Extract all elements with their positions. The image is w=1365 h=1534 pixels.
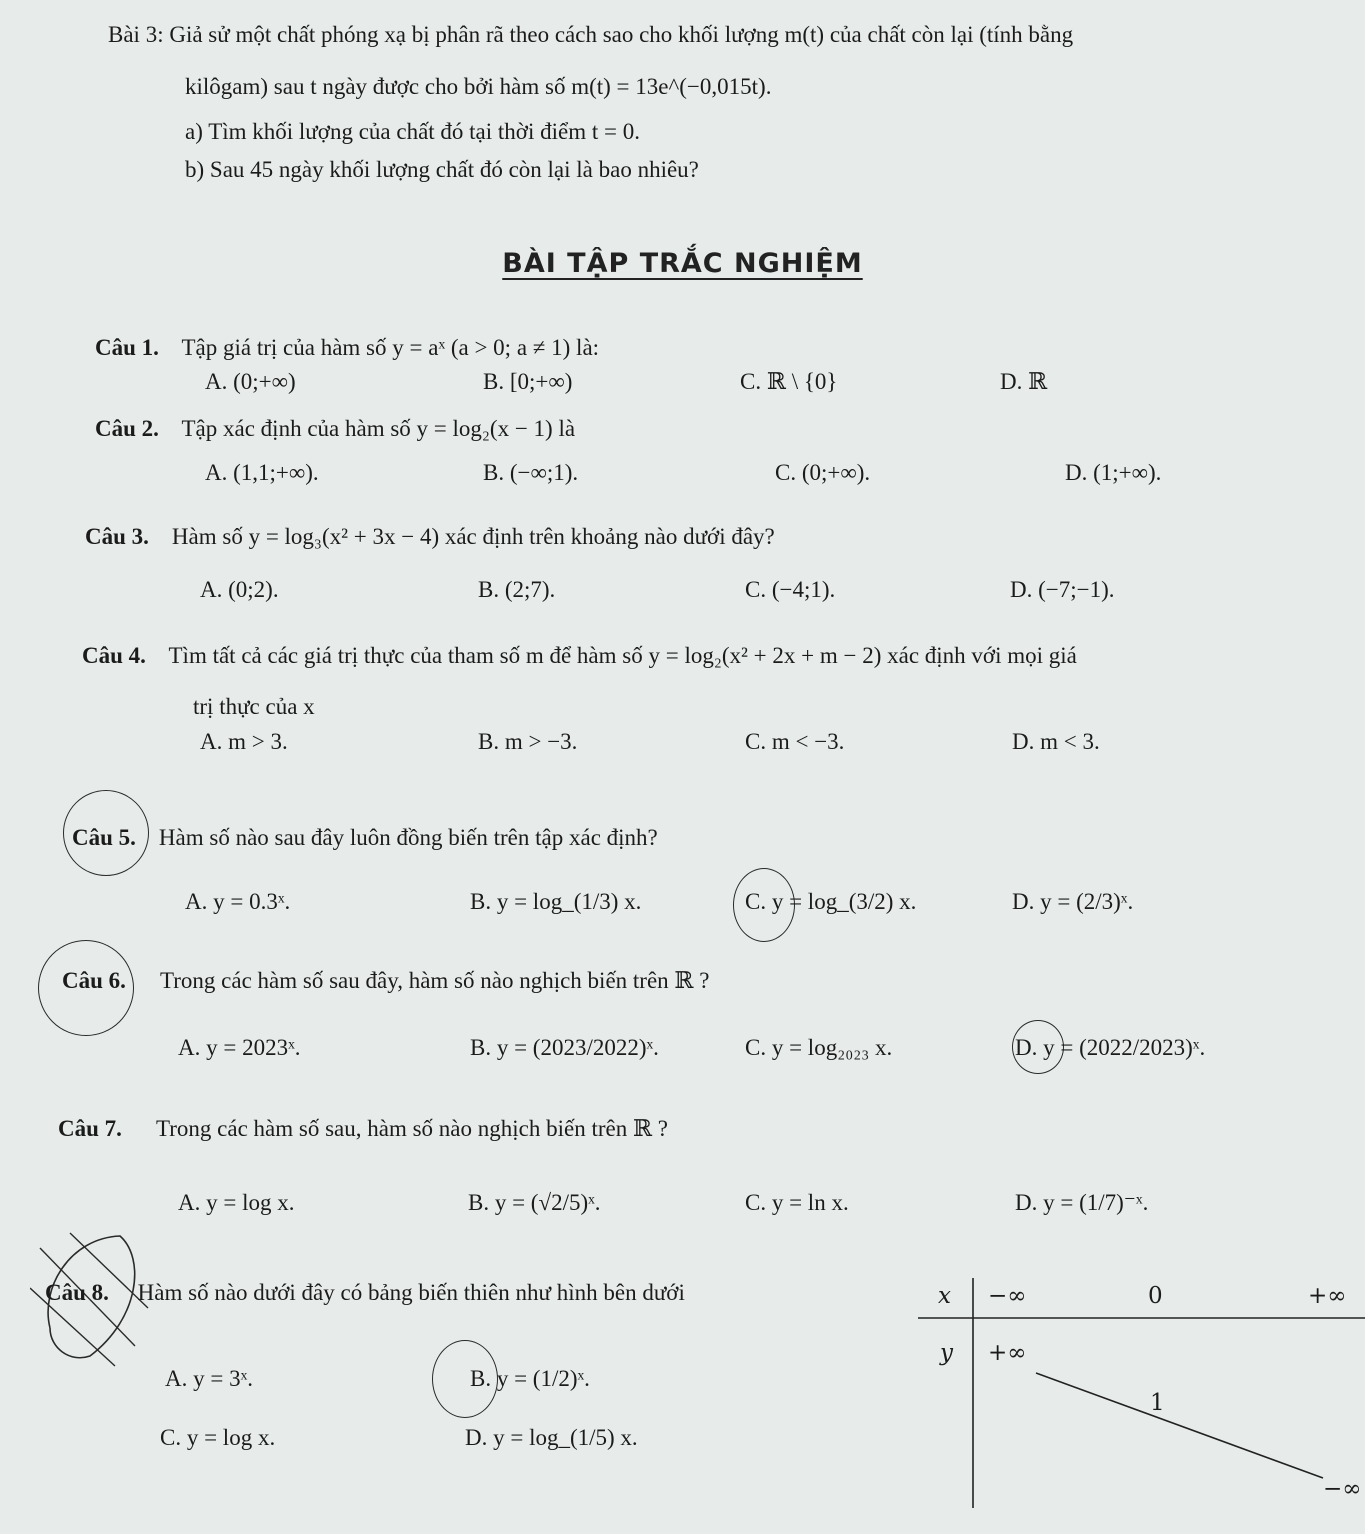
q6-option-b: B. y = (2023/2022)ˣ. — [470, 1035, 659, 1060]
q7-option-a: A. y = log x. — [178, 1190, 295, 1215]
q2-option-d: D. (1;+∞). — [1065, 460, 1162, 485]
question-1 — [95, 333, 599, 363]
question-label: Câu 8. — [45, 1280, 109, 1305]
question-4-line2: trị thực của x — [193, 694, 315, 719]
q2-option-a: A. (1,1;+∞). — [205, 460, 319, 485]
question-text: Hàm số nào sau đây luôn đồng biến trên tập xác định? — [158, 825, 658, 850]
table-x-value: +∞ — [1308, 1283, 1347, 1309]
section-title: BÀI TẬP TRẮC NGHIỆM — [502, 248, 863, 279]
q8-option-a: A. y = 3ˣ. — [165, 1366, 253, 1391]
q8-option-c: C. y = log x. — [160, 1425, 276, 1450]
q5-option-b: B. y = log_(1/3) x. — [470, 889, 642, 914]
q7-option-c: C. y = ln x. — [745, 1190, 849, 1215]
question-7 — [58, 1114, 668, 1144]
question-4 — [82, 641, 1077, 671]
table-x-value: 0 — [1148, 1283, 1163, 1309]
q5-option-a: A. y = 0.3ˣ. — [185, 889, 291, 914]
question-text: Trong các hàm số sau đây, hàm số nào nghịch biến trên ℝ ? — [160, 968, 710, 993]
q3-option-b: B. (2;7). — [478, 577, 556, 602]
q2-option-c: C. (0;+∞). — [775, 460, 871, 485]
q6-option-a: A. y = 2023ˣ. — [178, 1035, 301, 1060]
table-x-value: −∞ — [988, 1283, 1027, 1309]
q3-option-a: A. (0;2). — [200, 577, 279, 602]
q2-option-b: B. (−∞;1). — [483, 460, 579, 485]
question-text: Tìm tất cả các giá trị thực của tham số m để hàm số y = log₂(x² + 2x + m − 2) xác định với mọi giá — [168, 643, 1077, 668]
q1-option-a: A. (0;+∞) — [205, 369, 296, 394]
question-text: Tập xác định của hàm số y = log₂(x − 1) là — [181, 416, 576, 441]
q7-option-d: D. y = (1/7)⁻ˣ. — [1015, 1190, 1149, 1215]
q1-option-d: D. ℝ — [1000, 369, 1048, 394]
q1-option-c: C. ℝ \ {0} — [740, 369, 838, 394]
table-y-value: 1 — [1150, 1390, 1165, 1416]
q6-option-d: D. y = (2022/2023)ˣ. — [1015, 1035, 1206, 1060]
q4-option-a: A. m > 3. — [200, 729, 288, 754]
question-2 — [95, 414, 575, 444]
question-6 — [62, 966, 709, 996]
bai3-part-a: a) Tìm khối lượng của chất đó tại thời điểm t = 0. — [185, 119, 640, 144]
table-y-value: −∞ — [1323, 1476, 1362, 1502]
q3-option-d: D. (−7;−1). — [1010, 577, 1115, 602]
question-label: Câu 5. — [72, 825, 136, 850]
question-text: Tập giá trị của hàm số y = aˣ (a > 0; a ≠ 1) là: — [181, 335, 600, 360]
table-x-label: x — [938, 1283, 951, 1309]
table-y-value: +∞ — [988, 1340, 1027, 1366]
question-label: Câu 7. — [58, 1116, 122, 1141]
q7-option-b: B. y = (√2/5)ˣ. — [468, 1190, 601, 1215]
question-label: Câu 3. — [85, 524, 149, 549]
question-label: Câu 4. — [82, 643, 146, 668]
question-5 — [72, 823, 658, 853]
q8-option-b: B. y = (1/2)ˣ. — [470, 1366, 590, 1391]
variation-table — [918, 1278, 1365, 1508]
table-lines — [918, 1278, 1365, 1508]
q4-option-d: D. m < 3. — [1012, 729, 1100, 754]
q4-option-b: B. m > −3. — [478, 729, 578, 754]
bai3-line1: Bài 3: Giả sử một chất phóng xạ bị phân rã theo cách sao cho khối lượng m(t) của chất còn lại (tính bằng — [108, 22, 1074, 47]
q4-option-c: C. m < −3. — [745, 729, 845, 754]
question-label: Câu 6. — [62, 968, 126, 993]
question-label: Câu 2. — [95, 416, 159, 441]
question-3 — [85, 522, 775, 552]
question-8 — [45, 1278, 685, 1308]
q5-option-d: D. y = (2/3)ˣ. — [1012, 889, 1134, 914]
question-text: Hàm số y = log₃(x² + 3x − 4) xác định trên khoảng nào dưới đây? — [171, 524, 775, 549]
q1-option-b: B. [0;+∞) — [483, 369, 573, 394]
question-text: Hàm số nào dưới đây có bảng biến thiên như hình bên dưới — [137, 1280, 685, 1305]
question-text: Trong các hàm số sau, hàm số nào nghịch biến trên ℝ ? — [156, 1116, 669, 1141]
question-label: Câu 1. — [95, 335, 159, 360]
q3-option-c: C. (−4;1). — [745, 577, 836, 602]
q8-option-d: D. y = log_(1/5) x. — [465, 1425, 638, 1450]
bai3-part-b: b) Sau 45 ngày khối lượng chất đó còn lại là bao nhiêu? — [185, 157, 699, 182]
q5-option-c: C. y = log_(3/2) x. — [745, 889, 917, 914]
table-y-label: y — [940, 1340, 953, 1366]
q6-option-c: C. y = log₂₀₂₃ x. — [745, 1035, 893, 1060]
bai3-line2: kilôgam) sau t ngày được cho bởi hàm số m(t) = 13e^(−0,015t). — [185, 74, 772, 99]
